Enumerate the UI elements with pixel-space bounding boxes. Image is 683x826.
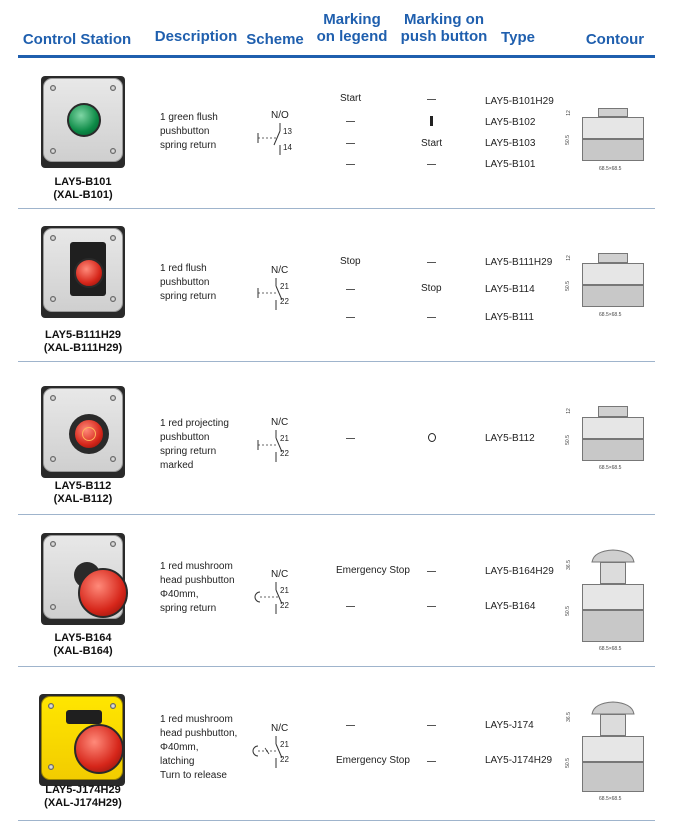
dimension-top: 12 <box>565 408 572 414</box>
button-marking: Start <box>421 138 443 149</box>
station-name <box>18 329 148 355</box>
contour-cap <box>598 406 628 417</box>
station-alt-model: (XAL-B111H29) <box>43 342 123 354</box>
description-line: 1 red projecting <box>160 418 229 429</box>
red-mushroom-button-icon <box>74 724 124 774</box>
type-code: LAY5-B112 <box>485 433 535 444</box>
dimension-side: 50.5 <box>564 435 571 445</box>
header-control-station: Control Station <box>22 31 132 48</box>
contour-body-bottom <box>582 439 644 461</box>
screw-icon <box>110 85 116 91</box>
button-dash <box>427 262 436 263</box>
dimension-top: 12 <box>565 110 572 116</box>
legend-dash <box>346 725 355 726</box>
contour-body-bottom <box>582 285 644 307</box>
terminal-number: 21 <box>280 282 289 291</box>
contour-body-top <box>582 736 644 762</box>
screw-icon <box>50 604 56 610</box>
marking-ring-icon <box>82 427 96 441</box>
legend-dash <box>346 164 355 165</box>
screw-icon <box>110 235 116 241</box>
screw-icon <box>48 764 54 770</box>
scheme-label: N/C <box>271 723 289 734</box>
legend-marking: Emergency Stop <box>336 565 410 576</box>
description-line: latching <box>160 756 195 767</box>
i-symbol-icon <box>430 116 433 126</box>
contour-body-bottom <box>582 762 644 792</box>
header-marking-legend <box>312 11 392 45</box>
o-symbol-icon <box>428 433 436 442</box>
scheme-label: N/C <box>271 417 289 428</box>
description-line: Turn to release <box>160 770 227 781</box>
screw-icon <box>110 541 116 547</box>
dimension-base: 68.5×68.5 <box>599 166 622 172</box>
description-line: Φ40mm, <box>160 742 199 753</box>
screw-icon <box>110 703 116 709</box>
normally-closed-contact-icon <box>252 278 302 312</box>
contour-body-top <box>582 584 644 610</box>
header-marking-button <box>396 11 492 45</box>
description <box>160 560 235 616</box>
terminal-number: 22 <box>280 297 289 306</box>
type-code: LAY5-B101 <box>485 159 536 170</box>
description-line: pushbutton <box>160 277 210 288</box>
dimension-base: 68.5×68.5 <box>599 646 622 652</box>
header-marking-legend-line1: Marking <box>323 11 381 28</box>
legend-marking: Stop <box>340 256 361 267</box>
legend-marking: Start <box>340 93 362 104</box>
screw-icon <box>50 456 56 462</box>
type-code: LAY5-J174H29 <box>485 755 553 766</box>
red-mushroom-button-icon <box>78 568 128 618</box>
legend-dash <box>346 289 355 290</box>
description-line: spring return <box>160 446 217 457</box>
screw-icon <box>110 395 116 401</box>
terminal-number: 14 <box>283 143 292 152</box>
scheme-label: N/O <box>271 110 289 121</box>
description-line: 1 red mushroom <box>160 714 233 725</box>
description-line: pushbutton <box>160 432 210 443</box>
header-type: Type <box>501 29 535 46</box>
station-model: LAY5-B164 <box>54 632 112 644</box>
screw-icon <box>50 296 56 302</box>
row-separator <box>18 514 655 515</box>
description-line: Φ40mm, <box>160 589 199 600</box>
dimension-base: 68.5×68.5 <box>599 796 622 802</box>
header-contour: Contour <box>585 31 645 48</box>
scheme-label: N/C <box>271 569 289 580</box>
description-line: spring return <box>160 603 217 614</box>
screw-icon <box>48 703 54 709</box>
button-dash <box>427 761 436 762</box>
button-marking: Stop <box>421 283 442 294</box>
header-marking-button-line2: push button <box>400 28 488 45</box>
terminal-number: 22 <box>280 449 289 458</box>
scheme-label: N/C <box>271 265 289 276</box>
contour-stem <box>600 562 626 584</box>
station-alt-model: (XAL-B164) <box>53 645 113 657</box>
dimension-top: 12 <box>565 255 572 261</box>
dimension-base: 68.5×68.5 <box>599 465 622 471</box>
header-description: Description <box>154 28 238 45</box>
description-line: head pushbutton, <box>160 728 238 739</box>
screw-icon <box>50 235 56 241</box>
description-line: 1 red flush <box>160 263 207 274</box>
mushroom-head-outline-icon <box>590 549 636 563</box>
description-line: spring return <box>160 140 217 151</box>
legend-dash <box>346 143 355 144</box>
screw-icon <box>50 85 56 91</box>
description <box>160 111 218 153</box>
screw-icon <box>110 456 116 462</box>
description-line: pushbutton <box>160 126 210 137</box>
station-model: LAY5-B101 <box>54 176 112 188</box>
terminal-number: 22 <box>280 755 289 764</box>
latching-contact-icon <box>250 736 302 770</box>
description-line: head pushbutton <box>160 575 235 586</box>
type-code: LAY5-B102 <box>485 117 536 128</box>
emergency-contact-icon <box>252 582 302 616</box>
type-code: LAY5-B164 <box>485 601 536 612</box>
description-line: spring return <box>160 291 217 302</box>
dimension-top: 36.5 <box>565 712 572 722</box>
terminal-number: 21 <box>280 586 289 595</box>
contour-body-top <box>582 117 644 139</box>
button-dash <box>427 164 436 165</box>
legend-dash <box>346 121 355 122</box>
description <box>160 262 216 304</box>
dimension-side: 50.5 <box>564 281 571 291</box>
contour-stem <box>600 714 626 736</box>
description <box>160 417 229 473</box>
type-code: LAY5-B164H29 <box>485 566 554 577</box>
screw-icon <box>50 395 56 401</box>
dimension-side: 50.5 <box>564 758 571 768</box>
station-alt-model: (XAL-B112) <box>53 493 113 505</box>
screw-icon <box>50 541 56 547</box>
description <box>160 713 237 783</box>
description-line: 1 green flush <box>160 112 218 123</box>
type-code: LAY5-B103 <box>485 138 536 149</box>
type-code: LAY5-B111 <box>485 312 534 323</box>
button-dash <box>427 606 436 607</box>
contour-body-top <box>582 417 644 439</box>
normally-open-contact-icon <box>252 123 302 157</box>
terminal-number: 22 <box>280 601 289 610</box>
normally-closed-contact-icon <box>252 430 302 464</box>
screw-icon <box>110 148 116 154</box>
row-separator <box>18 820 655 821</box>
station-model: LAY5-B112 <box>54 480 112 492</box>
green-button-icon <box>67 103 101 137</box>
header-marking-button-line1: Marking on <box>403 11 484 28</box>
dimension-side: 50.5 <box>564 135 571 145</box>
contour-cap <box>598 108 628 117</box>
header-underline <box>18 55 655 58</box>
type-code: LAY5-B111H29 <box>485 257 553 268</box>
legend-marking: Emergency Stop <box>336 755 410 766</box>
row-separator <box>18 208 655 209</box>
station-alt-model: (XAL-B101) <box>53 189 113 201</box>
header-marking-legend-line2: on legend <box>316 28 388 45</box>
terminal-number: 13 <box>283 127 292 136</box>
mushroom-head-outline-icon <box>590 701 636 715</box>
station-name <box>18 176 148 202</box>
station-model: LAY5-B111H29 <box>44 329 122 341</box>
screw-icon <box>110 296 116 302</box>
legend-dash <box>346 317 355 318</box>
button-label-plate-icon <box>66 710 102 724</box>
header-scheme: Scheme <box>246 31 304 48</box>
button-dash <box>427 725 436 726</box>
button-dash <box>427 99 436 100</box>
station-alt-model: (XAL-J174H29) <box>44 797 122 809</box>
contour-body-top <box>582 263 644 285</box>
dimension-side: 50.5 <box>564 606 571 616</box>
description-line: 1 red mushroom <box>160 561 233 572</box>
row-separator <box>18 666 655 667</box>
station-name <box>18 632 148 658</box>
legend-dash <box>346 438 355 439</box>
dimension-base: 68.5×68.5 <box>599 312 622 318</box>
contour-body-bottom <box>582 610 644 642</box>
type-code: LAY5-B114 <box>485 284 535 295</box>
type-code: LAY5-J174 <box>485 720 534 731</box>
row-separator <box>18 361 655 362</box>
contour-body-bottom <box>582 139 644 161</box>
station-name <box>18 784 148 810</box>
type-code: LAY5-B101H29 <box>485 96 554 107</box>
button-dash <box>427 571 436 572</box>
station-name <box>18 480 148 506</box>
station-model: LAY5-J174H29 <box>45 784 121 796</box>
legend-dash <box>346 606 355 607</box>
dimension-top: 36.5 <box>565 560 572 570</box>
contour-cap <box>598 253 628 263</box>
red-button-icon <box>74 258 104 288</box>
description-line: marked <box>160 460 194 471</box>
button-dash <box>427 317 436 318</box>
screw-icon <box>50 148 56 154</box>
terminal-number: 21 <box>280 434 289 443</box>
terminal-number: 21 <box>280 740 289 749</box>
